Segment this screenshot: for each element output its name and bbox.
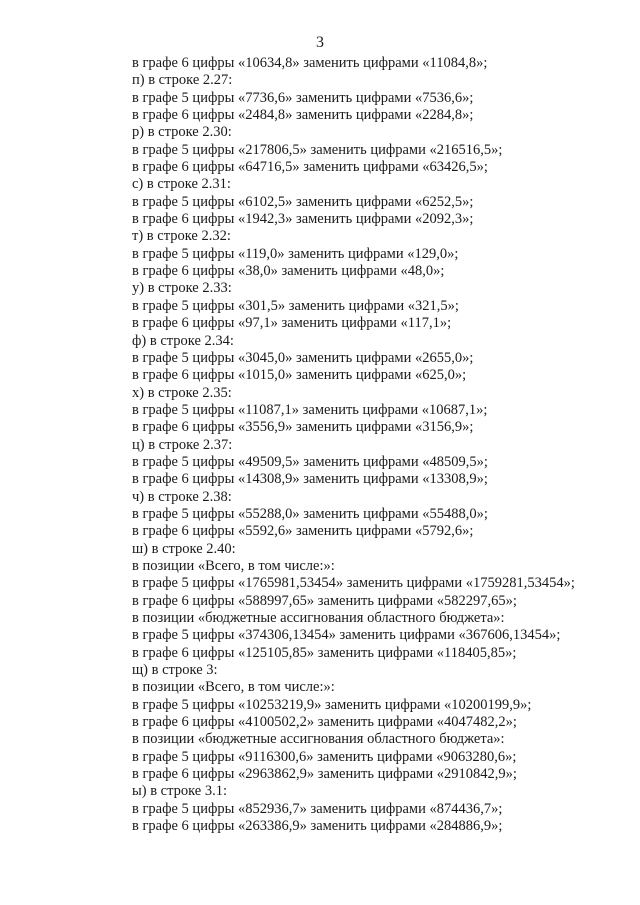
text-line: в позиции «Всего, в том числе:»: <box>132 557 335 574</box>
text-line: в графе 5 цифры «9116300,6» заменить цифрами «9063280,6»; <box>132 748 517 765</box>
text-line: у) в строке 2.33: <box>132 280 232 297</box>
text-line: в графе 5 цифры «852936,7» заменить цифрами «874436,7»; <box>132 800 503 817</box>
text-line: с) в строке 2.31: <box>132 176 231 193</box>
text-line: в графе 5 цифры «119,0» заменить цифрами «129,0»; <box>132 245 459 262</box>
text-line: в графе 5 цифры «7736,6» заменить цифрами «7536,6»; <box>132 89 474 106</box>
text-line: щ) в строке 3: <box>132 662 218 679</box>
text-line: ч) в строке 2.38: <box>132 488 232 505</box>
text-line: в графе 6 цифры «10634,8» заменить цифрами «11084,8»; <box>132 55 488 71</box>
text-line: в графе 6 цифры «4100502,2» заменить цифрами «4047482,2»; <box>132 714 517 731</box>
text-line: х) в строке 2.35: <box>132 384 232 401</box>
text-line: в графе 6 цифры «1942,3» заменить цифрами «2092,3»; <box>132 211 474 228</box>
text-line: в графе 6 цифры «14308,9» заменить цифрами «13308,9»; <box>132 471 488 488</box>
text-line: в графе 6 цифры «38,0» заменить цифрами «48,0»; <box>132 263 445 280</box>
text-line: в графе 6 цифры «125105,85» заменить цифрами «118405,85»; <box>132 644 517 661</box>
text-line: в графе 6 цифры «588997,65» заменить цифрами «582297,65»; <box>132 592 517 609</box>
text-line: в графе 6 цифры «2963862,9» заменить цифрами «2910842,9»; <box>132 766 517 783</box>
text-line: в графе 5 цифры «49509,5» заменить цифрами «48509,5»; <box>132 453 488 470</box>
text-line: в графе 6 цифры «263386,9» заменить цифрами «284886,9»; <box>132 818 503 835</box>
text-line: в графе 5 цифры «3045,0» заменить цифрами «2655,0»; <box>132 349 474 366</box>
text-line: в графе 6 цифры «1015,0» заменить цифрами «625,0»; <box>132 367 467 384</box>
text-line: ц) в строке 2.37: <box>132 436 233 453</box>
document-body <box>132 55 602 835</box>
text-line: в графе 6 цифры «2484,8» заменить цифрами «2284,8»; <box>132 107 474 124</box>
text-line: в графе 5 цифры «11087,1» заменить цифрами «10687,1»; <box>132 401 488 418</box>
text-line: т) в строке 2.32: <box>132 228 231 245</box>
text-line: в позиции «бюджетные ассигнования областного бюджета»: <box>132 610 505 626</box>
text-line: ф) в строке 2.34: <box>132 332 234 349</box>
text-line: в позиции «Всего, в том числе:»: <box>132 679 335 696</box>
text-line: в позиции «бюджетные ассигнования областного бюджета»: <box>132 731 505 748</box>
text-line: в графе 5 цифры «55288,0» заменить цифрами «55488,0»; <box>132 505 488 522</box>
text-line: п) в строке 2.27: <box>132 72 233 89</box>
text-line: в графе 5 цифры «374306,13454» заменить цифрами «367606,13454»; <box>132 627 561 644</box>
text-line: ш) в строке 2.40: <box>132 540 236 557</box>
text-line: в графе 6 цифры «5592,6» заменить цифрами «5792,6»; <box>132 523 474 540</box>
text-line: ы) в строке 3.1: <box>132 783 228 800</box>
text-line: в графе 5 цифры «10253219,9» заменить цифрами «10200199,9»; <box>132 696 532 713</box>
text-line: в графе 6 цифры «64716,5» заменить цифрами «63426,5»; <box>132 159 488 176</box>
text-line: в графе 5 цифры «301,5» заменить цифрами «321,5»; <box>132 297 459 314</box>
text-line: в графе 6 цифры «97,1» заменить цифрами «117,1»; <box>132 315 452 332</box>
text-line: р) в строке 2.30: <box>132 124 232 141</box>
page-number: 3 <box>316 34 324 51</box>
text-line: в графе 5 цифры «217806,5» заменить цифрами «216516,5»; <box>132 141 503 158</box>
text-line: в графе 5 цифры «1765981,53454» заменить цифрами «1759281,53454»; <box>132 575 575 592</box>
text-line: в графе 5 цифры «6102,5» заменить цифрами «6252,5»; <box>132 193 474 210</box>
text-line: в графе 6 цифры «3556,9» заменить цифрами «3156,9»; <box>132 419 474 436</box>
